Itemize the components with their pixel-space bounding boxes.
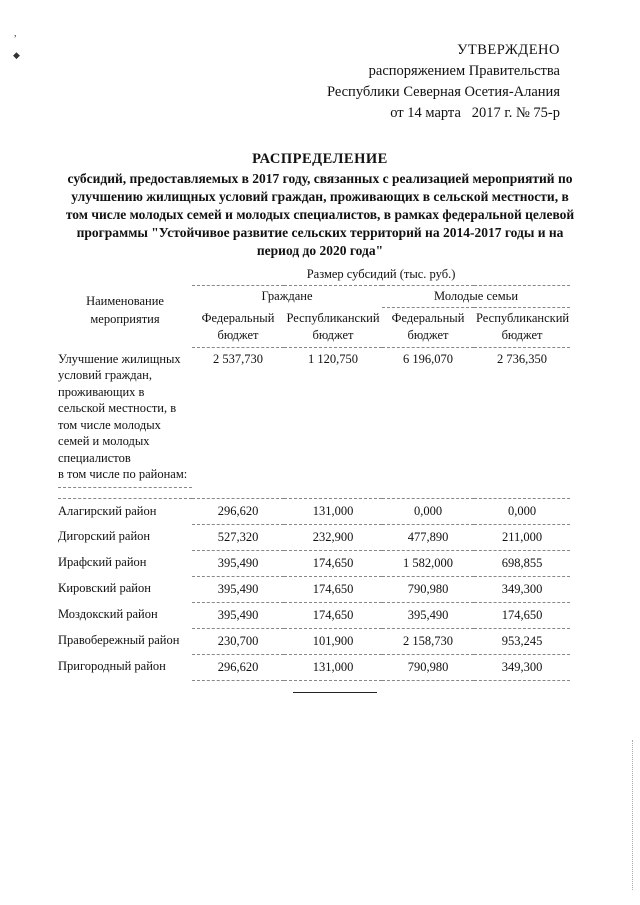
table-row: [58, 498, 570, 524]
district-name: Правобережный район: [58, 633, 180, 647]
district-value: 790,980: [382, 576, 474, 602]
scan-mark-top: ,: [14, 28, 17, 39]
approval-date: от 14 марта 2017 г. № 75-р: [390, 105, 560, 121]
document-subtitle: субсидий, предоставляемых в 2017 году, связанных с реализацией мероприятий по улучшению жилищных условий граждан, проживающих в сельской местности, в том числе молодых семей и молодых специалистов, в рамках федеральной целевой программы "Устойчивое развитие сельских территорий на 2014-2017 годы и на период до 2020 года": [65, 171, 575, 258]
district-name: Ирафский район: [58, 555, 147, 569]
header-families-republic: Республиканский бюджет: [474, 308, 570, 348]
total-row-name: Улучшение жилищных условий граждан, проживающих в сельской местности, в том числе молодых семей и молодых специалистов: [58, 351, 181, 465]
table-spacer: [58, 487, 570, 498]
district-value: 174,650: [284, 550, 382, 576]
header-citizens-federal: Федеральный бюджет: [192, 308, 284, 348]
table-row-total: [58, 348, 570, 488]
district-value: 395,490: [192, 602, 284, 628]
document-heading: РАСПРЕДЕЛЕНИЕ: [252, 151, 388, 167]
approval-line-2: распоряжением Правительства: [368, 63, 560, 79]
district-value: 174,650: [284, 602, 382, 628]
district-value: 174,650: [474, 602, 570, 628]
district-value: 477,890: [382, 524, 474, 550]
district-value: 2 158,730: [382, 628, 474, 654]
approval-line-3: Республики Северная Осетия-Алания: [326, 84, 560, 100]
district-value: 211,000: [474, 524, 570, 550]
end-of-document-line: [293, 692, 377, 693]
header-families-federal: Федеральный бюджет: [382, 308, 474, 348]
district-value: 395,490: [382, 602, 474, 628]
total-row-subname: в том числе по районам:: [58, 467, 188, 481]
district-value: 0,000: [474, 498, 570, 524]
table-row: [58, 576, 570, 602]
total-citizens-federal: 2 537,730: [213, 352, 263, 366]
table-row: [58, 654, 570, 680]
approval-block: [327, 40, 560, 124]
district-value: 349,300: [474, 654, 570, 680]
district-name: Дигорский район: [58, 529, 151, 543]
table-row: [58, 628, 570, 654]
district-value: 0,000: [382, 498, 474, 524]
district-value: 131,000: [284, 498, 382, 524]
total-citizens-republic: 1 120,750: [308, 352, 358, 366]
district-value: 131,000: [284, 654, 382, 680]
document-title: [60, 150, 580, 260]
district-value: 790,980: [382, 654, 474, 680]
district-value: 174,650: [284, 576, 382, 602]
table-row: [58, 524, 570, 550]
district-name: Кировский район: [58, 581, 151, 595]
scan-mark-left: ◆: [13, 50, 20, 60]
district-value: 349,300: [474, 576, 570, 602]
subsidy-table: [58, 266, 570, 681]
total-families-federal: 6 196,070: [403, 352, 453, 366]
district-value: 1 582,000: [382, 550, 474, 576]
district-name: Моздокский район: [58, 607, 158, 621]
district-value: 230,700: [192, 628, 284, 654]
district-value: 395,490: [192, 550, 284, 576]
header-young-families: Молодые семьи: [382, 286, 570, 308]
district-value: 395,490: [192, 576, 284, 602]
district-value: 101,900: [284, 628, 382, 654]
scan-edge-artifact: [632, 740, 634, 890]
header-citizens-republic: Республиканский бюджет: [284, 308, 382, 348]
district-name: Пригородный район: [58, 659, 166, 673]
district-value: 527,320: [192, 524, 284, 550]
total-families-republic: 2 736,350: [497, 352, 548, 366]
district-value: 953,245: [474, 628, 570, 654]
district-value: 296,620: [192, 654, 284, 680]
district-value: 296,620: [192, 498, 284, 524]
header-citizens: Граждане: [261, 289, 313, 303]
header-size: Размер субсидий (тыс. руб.): [192, 266, 570, 286]
district-value: 232,900: [284, 524, 382, 550]
table-row: [58, 602, 570, 628]
header-name: Наименование мероприятия: [86, 293, 164, 326]
table-row: [58, 550, 570, 576]
district-name: Алагирский район: [58, 503, 157, 518]
approval-title: УТВЕРЖДЕНО: [457, 42, 560, 58]
district-value: 698,855: [474, 550, 570, 576]
